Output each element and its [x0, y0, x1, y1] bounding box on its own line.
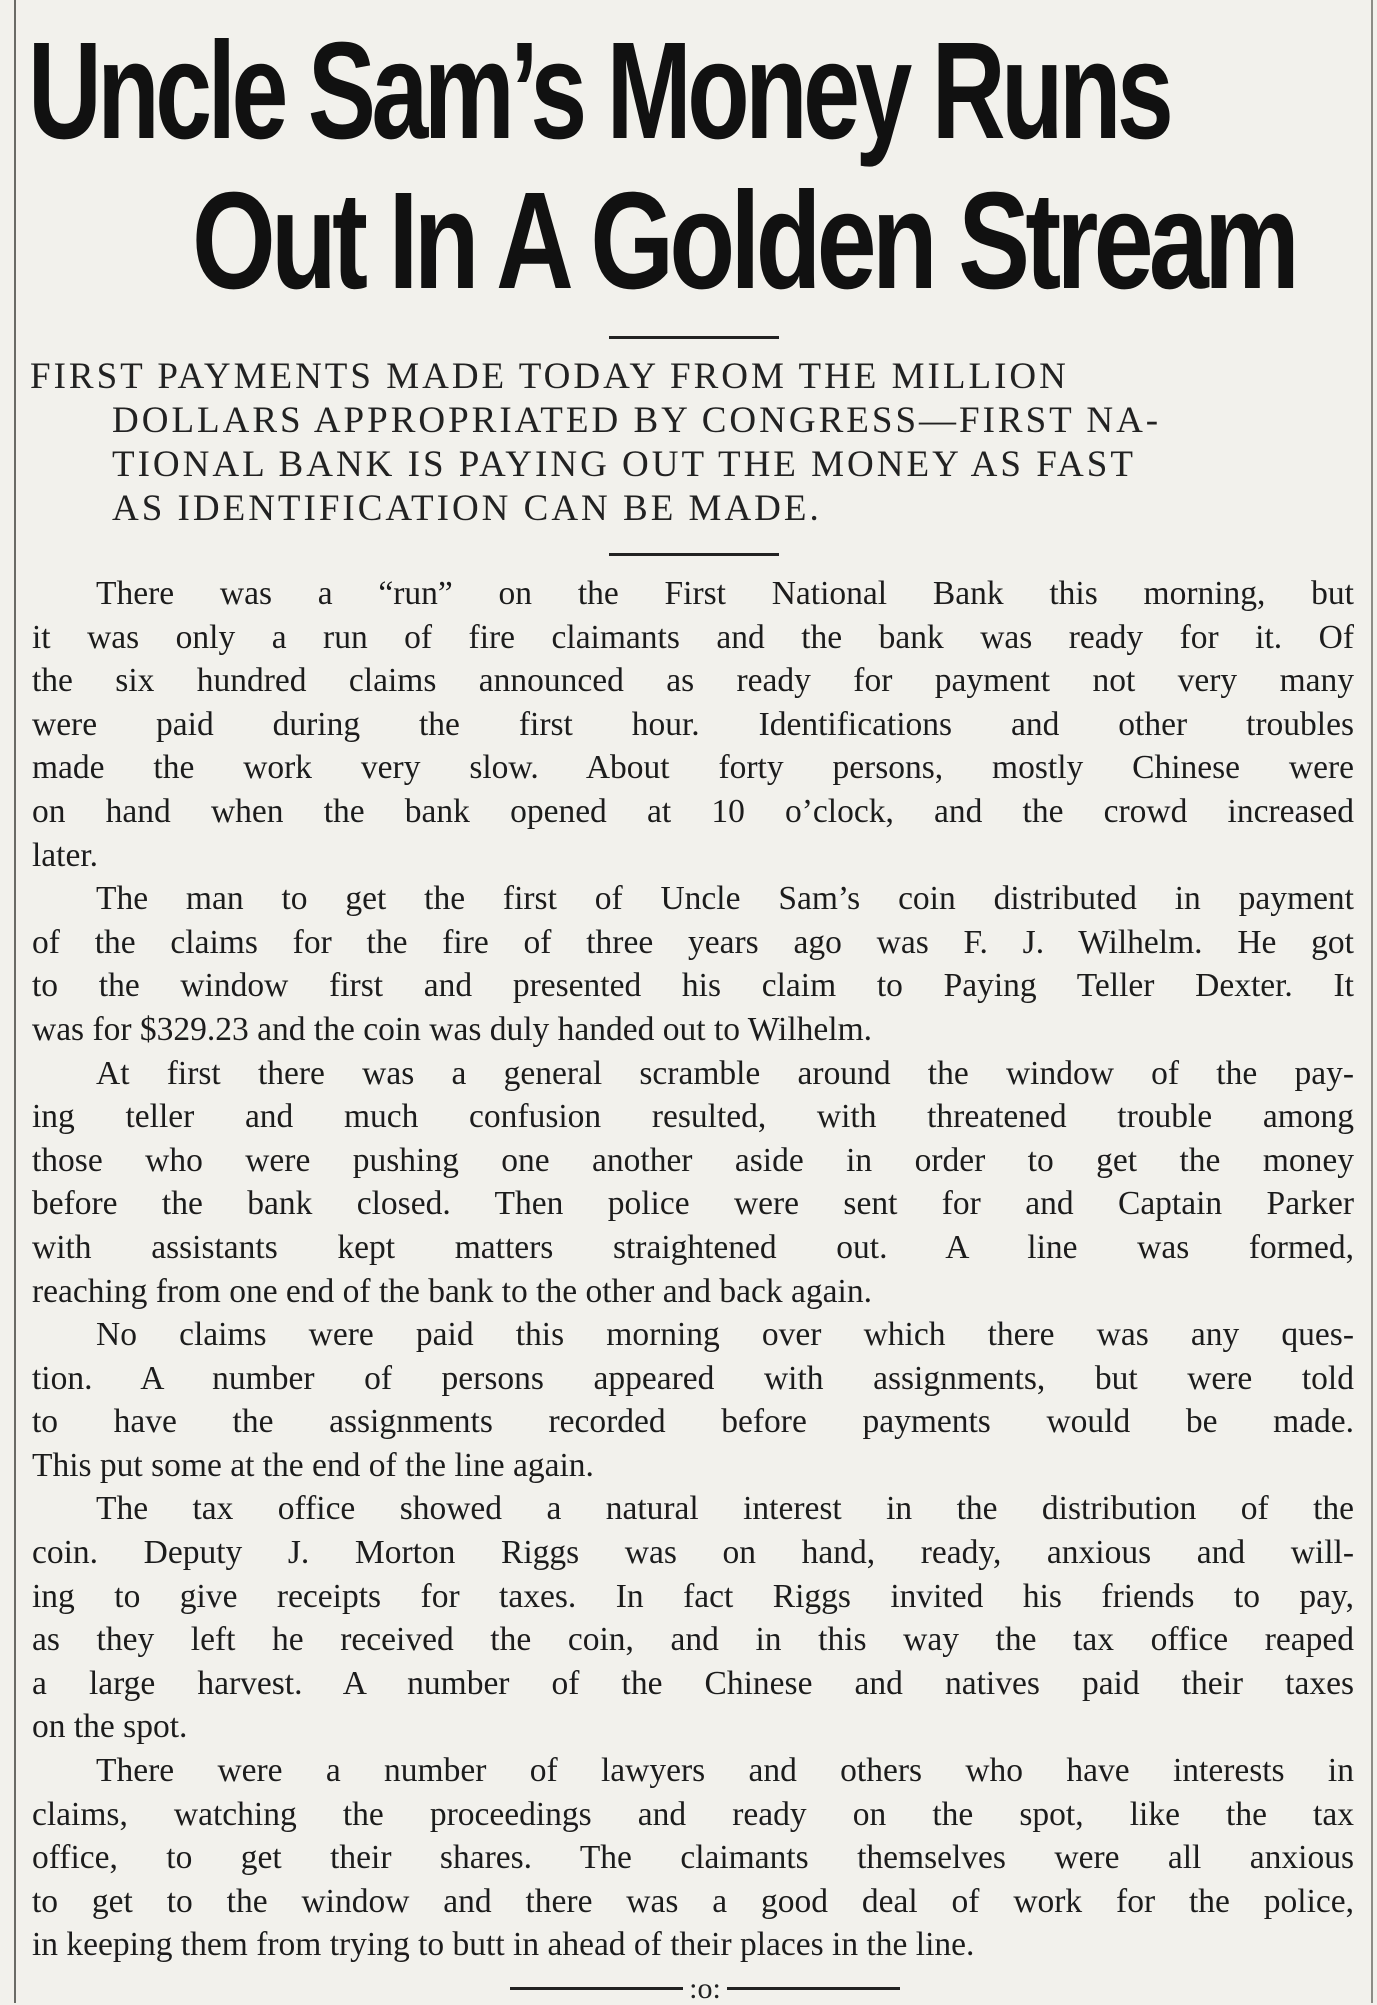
article-line: At first there was a general scramble around the window of the pay-: [96, 1054, 1354, 1092]
divider-rule-bottom: [609, 553, 779, 556]
subhead-line: FIRST PAYMENTS MADE TODAY FROM THE MILLION: [30, 356, 1069, 397]
article-line: reaching from one end of the bank to the other and back again.: [32, 1272, 872, 1310]
article-line: ing to give receipts for taxes. In fact Riggs invited his friends to pay,: [32, 1577, 1354, 1615]
end-ornament: [510, 1971, 900, 2005]
article-line: made the work very slow. About forty persons, mostly Chinese were: [32, 749, 1354, 787]
article-line: on hand when the bank opened at 10 o’clock, and the crowd increased: [32, 792, 1354, 830]
subhead-line: DOLLARS APPROPRIATED BY CONGRESS—FIRST NA-: [112, 400, 1162, 441]
article-line: claims, watching the proceedings and ready on the spot, like the tax: [32, 1795, 1354, 1833]
article-line: a large harvest. A number of the Chinese and natives paid their taxes: [32, 1664, 1354, 1702]
subhead-line: AS IDENTIFICATION CAN BE MADE.: [112, 488, 822, 529]
article-line: were paid during the first hour. Identifications and other troubles: [32, 705, 1354, 743]
headline-line-2: Out In A Golden Stream: [192, 164, 1296, 318]
article-line: later.: [32, 836, 99, 874]
article-line: There were a number of lawyers and others who have interests in: [96, 1752, 1354, 1790]
article-line: The tax office showed a natural interest in the distribution of the: [96, 1490, 1354, 1528]
article-line: those who were pushing one another aside in order to get the money: [32, 1141, 1354, 1179]
article-paragraph: [32, 1052, 1354, 1314]
article-line: in keeping them from trying to butt in ahead of their places in the line.: [32, 1926, 975, 1964]
ornament-mark: :o:: [689, 1971, 721, 2005]
column-rule-left: [14, 0, 16, 2003]
article-line: No claims were paid this morning over which there was any ques-: [96, 1316, 1354, 1354]
article-line: This put some at the end of the line again.: [32, 1446, 594, 1484]
article-line: was for $329.23 and the coin was duly handed out to Wilhelm.: [32, 1010, 873, 1048]
article-line: the six hundred claims announced as ready for payment not very many: [32, 662, 1354, 700]
article-line: to have the assignments recorded before payments would be made.: [32, 1403, 1354, 1441]
article-line: office, to get their shares. The claimants themselves were all anxious: [32, 1839, 1354, 1877]
article-body: [32, 572, 1354, 1967]
headline-line-1: Uncle Sam’s Money Runs: [28, 14, 1170, 168]
article-line: of the claims for the fire of three years ago was F. J. Wilhelm. He got: [32, 923, 1354, 961]
article-paragraph: [32, 572, 1354, 877]
article-line: on the spot.: [32, 1708, 188, 1746]
article-paragraph: [32, 877, 1354, 1051]
article-line: before the bank closed. Then police were sent for and Captain Parker: [32, 1185, 1354, 1223]
article-line: to the window first and presented his claim to Paying Teller Dexter. It: [32, 967, 1354, 1005]
article-line: to get to the window and there was a good deal of work for the police,: [32, 1882, 1354, 1920]
article-paragraph: [32, 1487, 1354, 1749]
ornament-dash-left: [510, 1987, 683, 1990]
article-line: as they left he received the coin, and in this way the tax office reaped: [32, 1621, 1354, 1659]
article-line: coin. Deputy J. Morton Riggs was on hand, ready, anxious and will-: [32, 1534, 1354, 1572]
article-line: ing teller and much confusion resulted, with threatened trouble among: [32, 1098, 1354, 1136]
article-paragraph: [32, 1313, 1354, 1487]
article-line: There was a “run” on the First National Bank this morning, but: [96, 575, 1354, 612]
ornament-dash-right: [727, 1987, 900, 1990]
subheadline: [30, 355, 1350, 531]
article-line: tion. A number of persons appeared with assignments, but were told: [32, 1359, 1354, 1397]
article-paragraph: [32, 1749, 1354, 1967]
subhead-line: TIONAL BANK IS PAYING OUT THE MONEY AS FAST: [112, 444, 1136, 485]
article-line: it was only a run of fire claimants and the bank was ready for it. Of: [32, 618, 1354, 656]
article-line: The man to get the first of Uncle Sam’s coin distributed in payment: [96, 880, 1354, 918]
divider-rule-top: [609, 336, 779, 339]
column-rule-right: [1371, 0, 1373, 2003]
article-line: with assistants kept matters straightened out. A line was formed,: [32, 1228, 1354, 1266]
